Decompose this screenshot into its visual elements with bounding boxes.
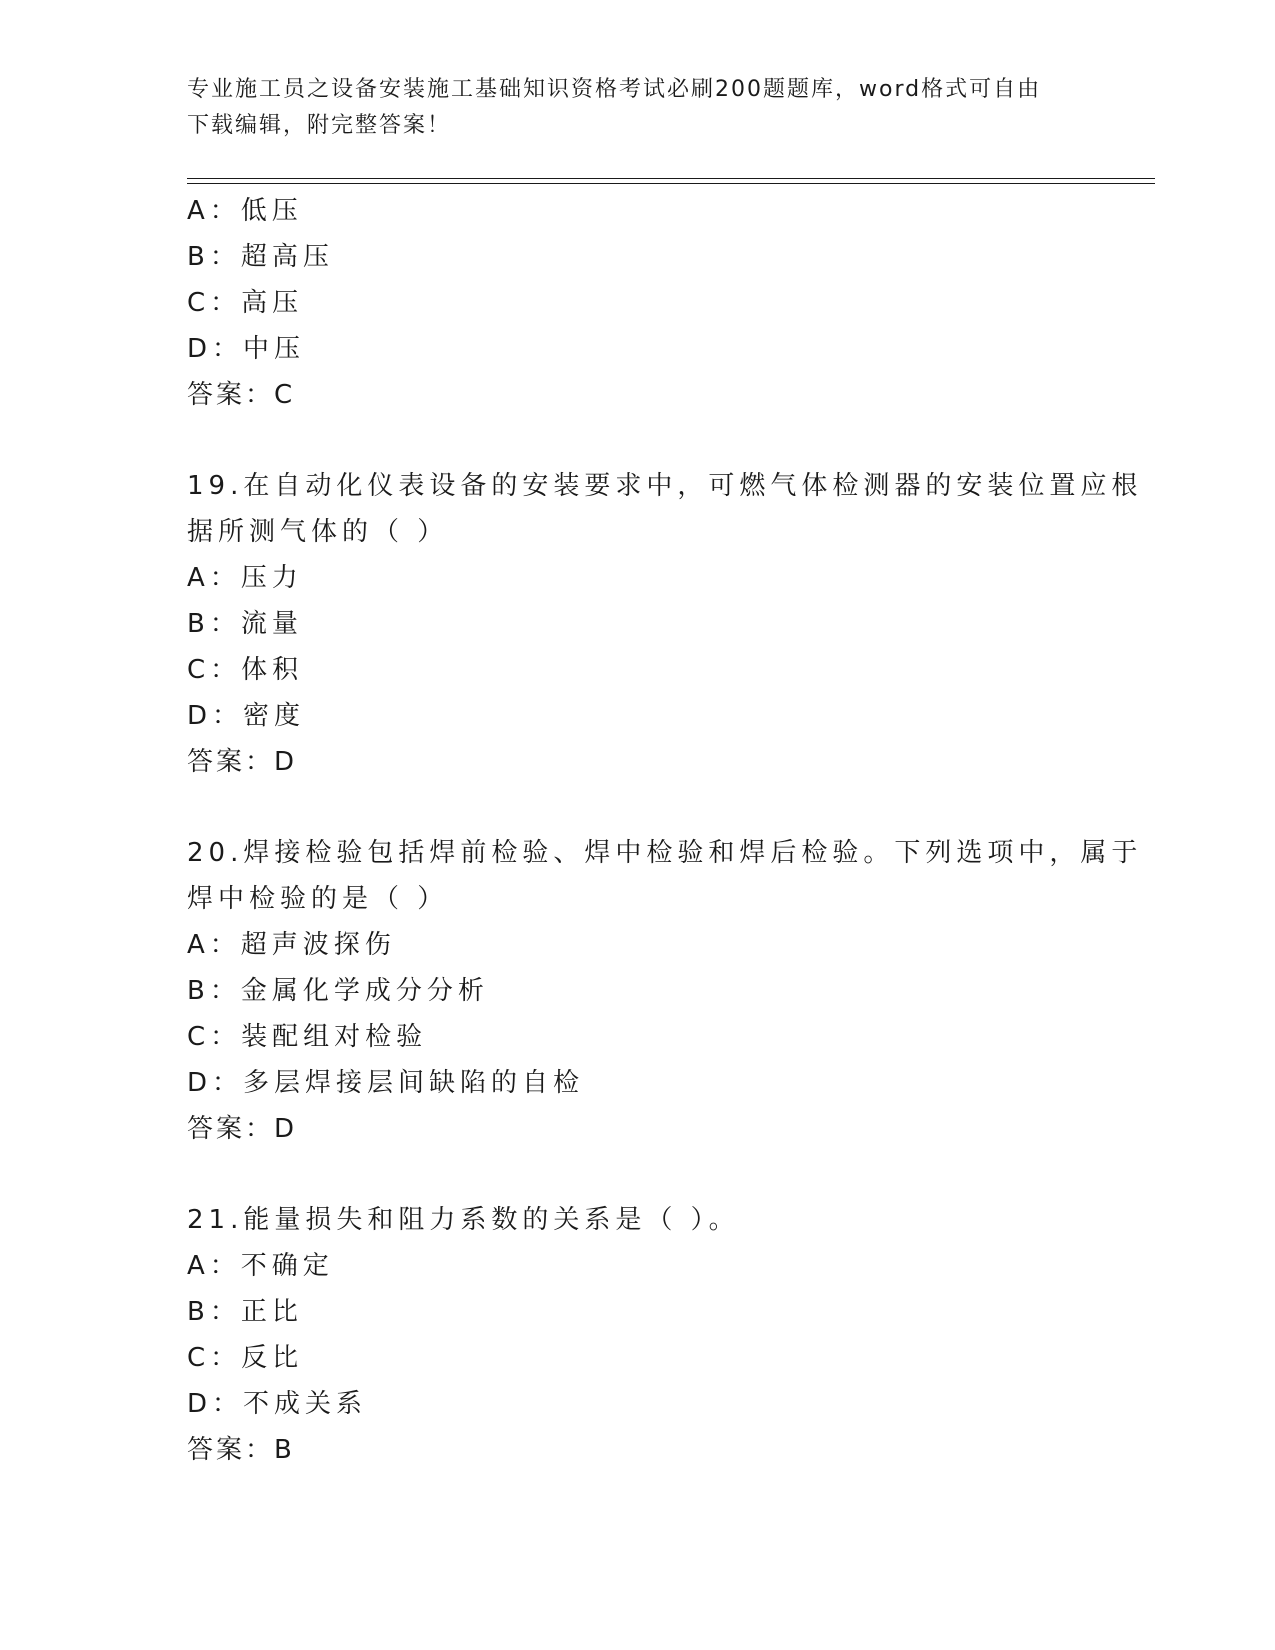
answer: 答案：C (187, 380, 296, 410)
header-line-2: 下载编辑，附完整答案！ (187, 113, 452, 138)
option-b: B：金属化学成分分析 (187, 976, 489, 1006)
question-19 (187, 463, 1143, 785)
question-21 (187, 1197, 1087, 1473)
question-18-continued (187, 188, 1087, 418)
option-c: C：装配组对检验 (187, 1022, 428, 1052)
question-stem: 20.焊接检验包括焊前检验、焊中检验和焊后检验。下列选项中，属于 (187, 838, 1143, 868)
option-a: A：低压 (187, 196, 303, 226)
question-stem: 据所测气体的（ ） (187, 517, 449, 547)
option-a: A：不确定 (187, 1251, 334, 1281)
option-d: D：多层焊接层间缺陷的自检 (187, 1068, 585, 1098)
question-20 (187, 830, 1143, 1152)
question-stem: 焊中检验的是（ ） (187, 884, 449, 914)
document-header (187, 72, 1087, 144)
option-a: A：超声波探伤 (187, 930, 396, 960)
option-d: D：密度 (187, 701, 306, 731)
question-stem: 21.能量损失和阻力系数的关系是（ ）。 (187, 1205, 740, 1235)
option-d: D：不成关系 (187, 1389, 368, 1419)
answer: 答案：B (187, 1435, 295, 1465)
option-b: B：超高压 (187, 242, 334, 272)
header-line-1: 专业施工员之设备安装施工基础知识资格考试必刷200题题库，word格式可自由 (187, 77, 1042, 102)
option-b: B：流量 (187, 609, 303, 639)
option-d: D：中压 (187, 334, 306, 364)
question-stem: 19.在自动化仪表设备的安装要求中，可燃气体检测器的安装位置应根 (187, 471, 1143, 501)
option-a: A：压力 (187, 563, 303, 593)
option-c: C：体积 (187, 655, 304, 685)
answer: 答案：D (187, 747, 298, 777)
option-b: B：正比 (187, 1297, 303, 1327)
option-c: C：反比 (187, 1343, 304, 1373)
option-c: C：高压 (187, 288, 304, 318)
answer: 答案：D (187, 1114, 298, 1144)
question-list (187, 188, 1143, 1473)
header-divider-bottom (187, 183, 1155, 184)
header-divider-top (187, 178, 1155, 179)
